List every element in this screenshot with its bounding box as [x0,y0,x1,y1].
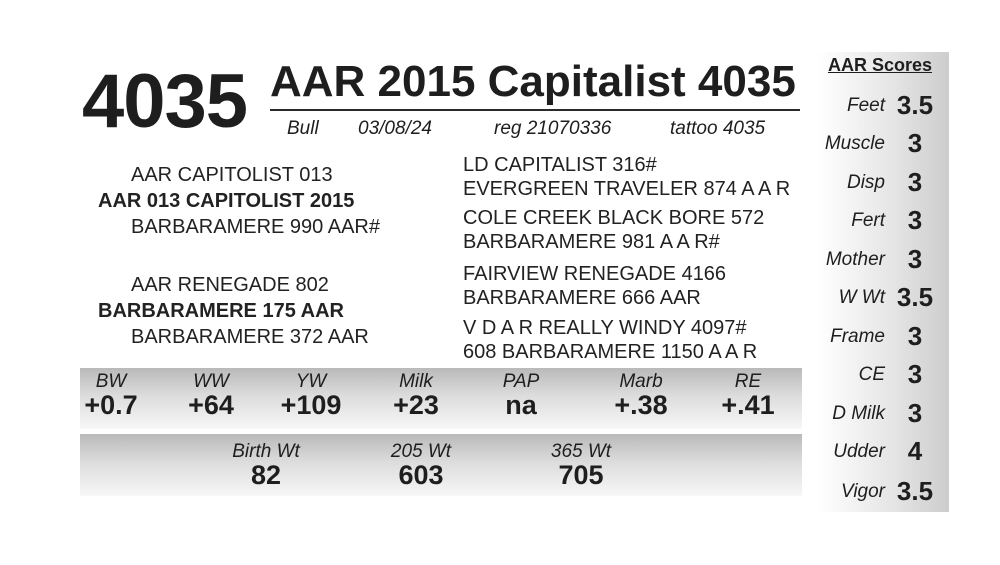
epd-label: Marb [619,371,663,392]
weight-value: 82 [250,460,282,490]
weight-label: Birth Wt [232,441,300,462]
epd-label: BW [95,371,127,392]
score-value-vigor: 3.5 [896,476,934,506]
weight-label: 365 Wt [550,441,612,462]
epd-panel [80,368,802,429]
scores-panel [818,52,949,512]
epd-re [693,372,803,419]
title-underline [270,109,800,111]
registration-number: reg 21070336 [494,118,612,139]
score-label-d-milk: D Milk [832,403,885,424]
score-value-disp: 3 [907,167,923,197]
score-value-muscle: 3 [907,128,923,158]
epd-value: na [505,390,537,420]
sire-sire-sire: LD CAPITALIST 316# [463,154,657,176]
sire-dam-dam: BARBARAMERE 981 A A R# [463,231,720,253]
score-label-udder: Udder [833,441,885,462]
birth-date: 03/08/24 [358,118,432,139]
epd-value: +109 [280,390,342,420]
score-label-vigor: Vigor [840,481,885,502]
weight-birth [211,442,321,489]
score-label-fert: Fert [851,210,885,231]
sire-dam-sire: COLE CREEK BLACK BORE 572 [463,207,765,229]
dam-sire-sire: FAIRVIEW RENEGADE 4166 [463,263,727,285]
epd-marb [586,372,696,419]
weight-label: 205 Wt [390,441,452,462]
dam: BARBARAMERE 175 AAR [98,300,344,322]
tattoo-number: tattoo 4035 [670,118,766,139]
epd-bw [56,372,166,419]
score-label-muscle: Muscle [824,133,885,154]
epd-value: +64 [188,390,234,420]
epd-value: +0.7 [84,390,138,420]
epd-label: RE [734,371,762,392]
dam-sire: AAR RENEGADE 802 [131,274,329,296]
epd-ww [156,372,266,419]
score-label-feet: Feet [846,95,885,116]
score-value-udder: 4 [907,436,923,466]
sire-sire-dam: EVERGREEN TRAVELER 874 A A R [463,178,791,200]
epd-yw [256,372,366,419]
score-label-ce: CE [858,364,885,385]
weight-365 [526,442,636,489]
score-value-d-milk: 3 [907,398,923,428]
epd-milk [361,372,471,419]
score-label-w-wt: W Wt [838,287,885,308]
animal-name: AAR 2015 Capitalist 4035 [270,57,796,106]
epd-label: WW [193,371,229,392]
epd-value: +.38 [614,390,668,420]
dam-dam: BARBARAMERE 372 AAR [131,326,369,348]
weight-value: 705 [558,460,604,490]
epd-pap [466,372,576,419]
score-value-w-wt: 3.5 [896,282,934,312]
score-value-fert: 3 [907,205,923,235]
sex-label: Bull [287,118,319,139]
sire-dam: BARBARAMERE 990 AAR# [131,216,380,238]
score-value-ce: 3 [907,359,923,389]
scores-title: AAR Scores [828,55,933,75]
score-value-feet: 3.5 [896,90,934,120]
epd-label: YW [295,371,327,392]
epd-label: PAP [502,371,540,392]
weights-panel [80,434,802,496]
sire-sire: AAR CAPITOLIST 013 [131,164,333,186]
epd-value: +.41 [721,390,775,420]
dam-dam-dam: 608 BARBARAMERE 1150 A A R [463,341,758,363]
dam-dam-sire: V D A R REALLY WINDY 4097# [463,317,747,339]
weight-value: 603 [398,460,444,490]
score-value-frame: 3 [907,321,923,351]
score-label-mother: Mother [825,249,885,270]
score-label-frame: Frame [830,326,885,347]
score-value-mother: 3 [907,244,923,274]
epd-label: Milk [399,371,433,392]
score-label-disp: Disp [846,172,885,193]
sire: AAR 013 CAPITOLIST 2015 [98,190,355,212]
weight-205 [366,442,476,489]
lot-number: 4035 [82,59,248,144]
epd-value: +23 [393,390,439,420]
dam-sire-dam: BARBARAMERE 666 AAR [463,287,701,309]
